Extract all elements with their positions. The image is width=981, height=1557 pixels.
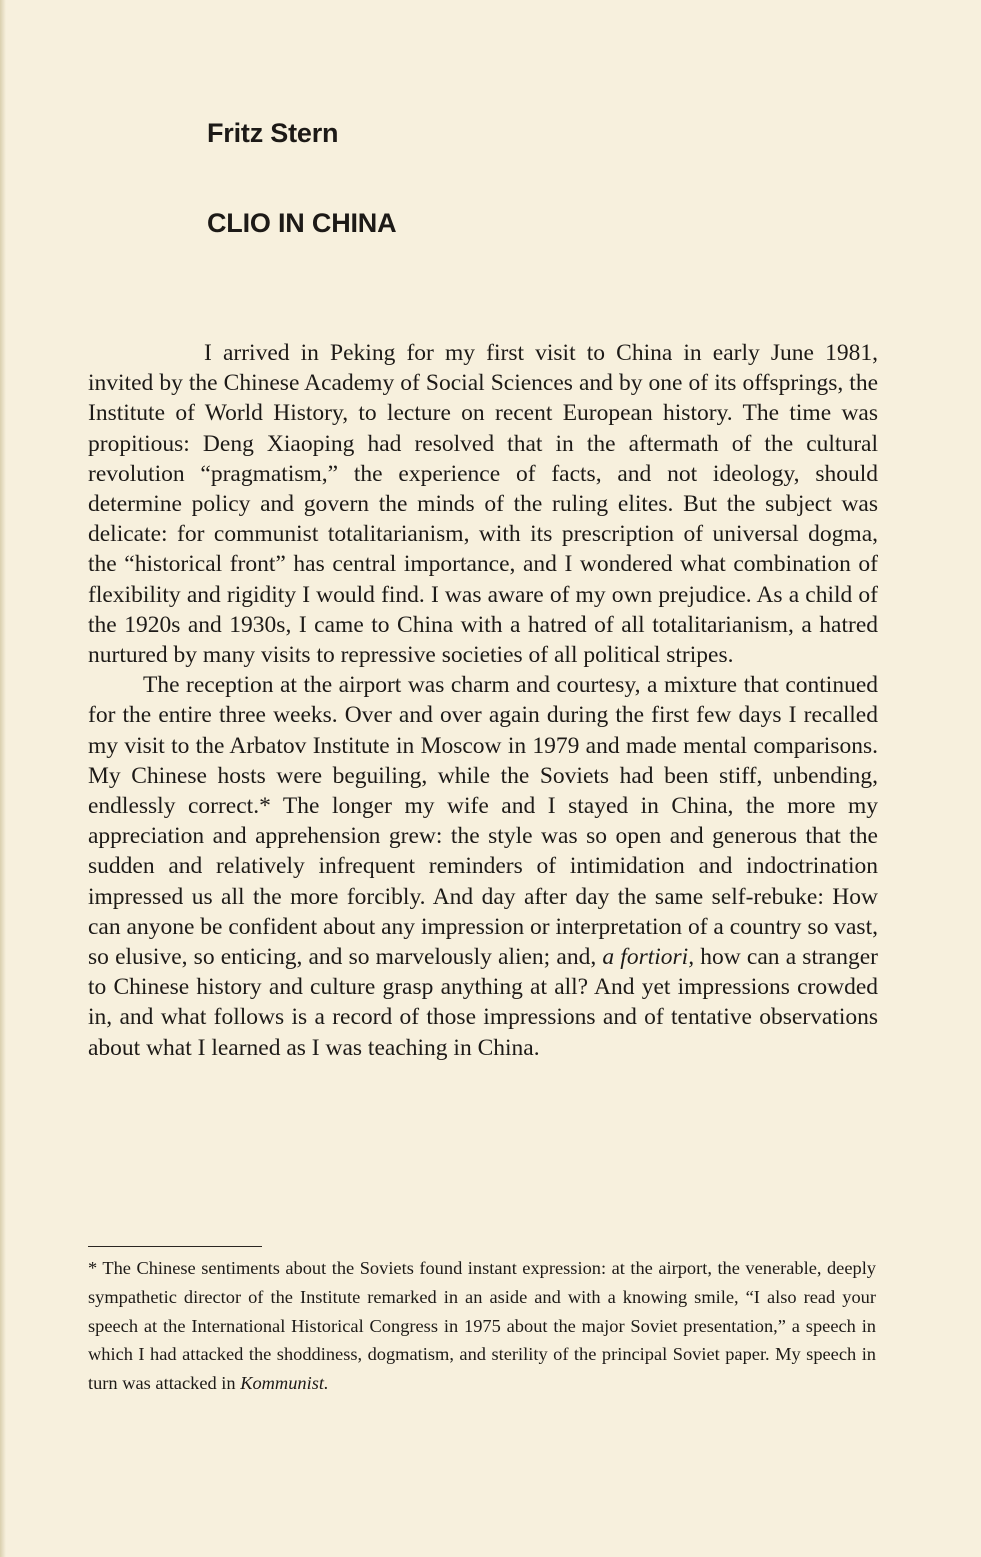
paragraph-2-text-a: The reception at the airport was charm and courtesy, a mixture that continued for the entire three weeks. Over and over again during the first few days I recalled my visit to the Arbatov Institute in Moscow in 1979 and made mental comparisons. My Chinese hosts were beguiling, while the Soviets had been stiff, unbending, endlessly correct.* The longer my wife and I stayed in China, the more my appreciation and apprehension grew: the style was so open and generous that the sudden and relatively infrequent reminders of intimidation and indoctrination impressed us all the more forcibly. And day after day the same self-rebuke: How can anyone be confident about any impression or interpretation of a country so vast, so elusive, so enticing, and so marvelously alien; and, [88,672,878,971]
author-name: Fritz Stern [207,118,339,148]
footnote-text: * The Chinese sentiments about the Soviets found instant expression: at the airport, the venerable, deeply sympathetic director of the Institute remarked in an aside and with a knowing smile, “I also read your speech at the International Historical Congress in 1975 about the major Soviet presentation,” a speech in which I had attacked the shoddiness, dogmatism, and sterility of the principal Soviet paper. My speech in turn was attacked in [88,1258,876,1394]
footnote-divider [88,1246,262,1247]
paragraph-2 [88,670,878,1063]
page-edge [0,0,6,1557]
article-title: CLIO IN CHINA [207,208,397,238]
footnote-italic: Kommunist. [240,1373,329,1394]
paragraph-2-italic: a fortiori, [602,944,695,971]
paragraph-1 [88,338,878,670]
footnote [88,1254,876,1398]
article-body [88,338,878,1063]
paragraph-2-text-b: how can a stranger to Chinese history and culture grasp anything at all? And yet impressions crowded in, and what follows is a record of those impressions and of tentative observations about what I learned as I was teaching in China. [88,944,878,1061]
paragraph-1-text: I arrived in Peking for my first visit to China in early June 1981, invited by the Chinese Academy of Social Sciences and by one of its offsprings, the Institute of World History, to lecture on recent European history. The time was propitious: Deng Xiaoping had resolved that in the aftermath of the cultural revolution “pragmatism,” the experience of facts, and not ideology, should determine policy and govern the minds of the ruling elites. But the subject was delicate: for communist totalitarianism, with its prescription of universal dogma, the “historical front” has central importance, and I wondered what combination of flexibility and rigidity I would find. I was aware of my own prejudice. As a child of the 1920s and 1930s, I came to China with a hatred of all totalitarianism, a hatred nurtured by many visits to repressive societies of all political stripes. [88,340,878,669]
